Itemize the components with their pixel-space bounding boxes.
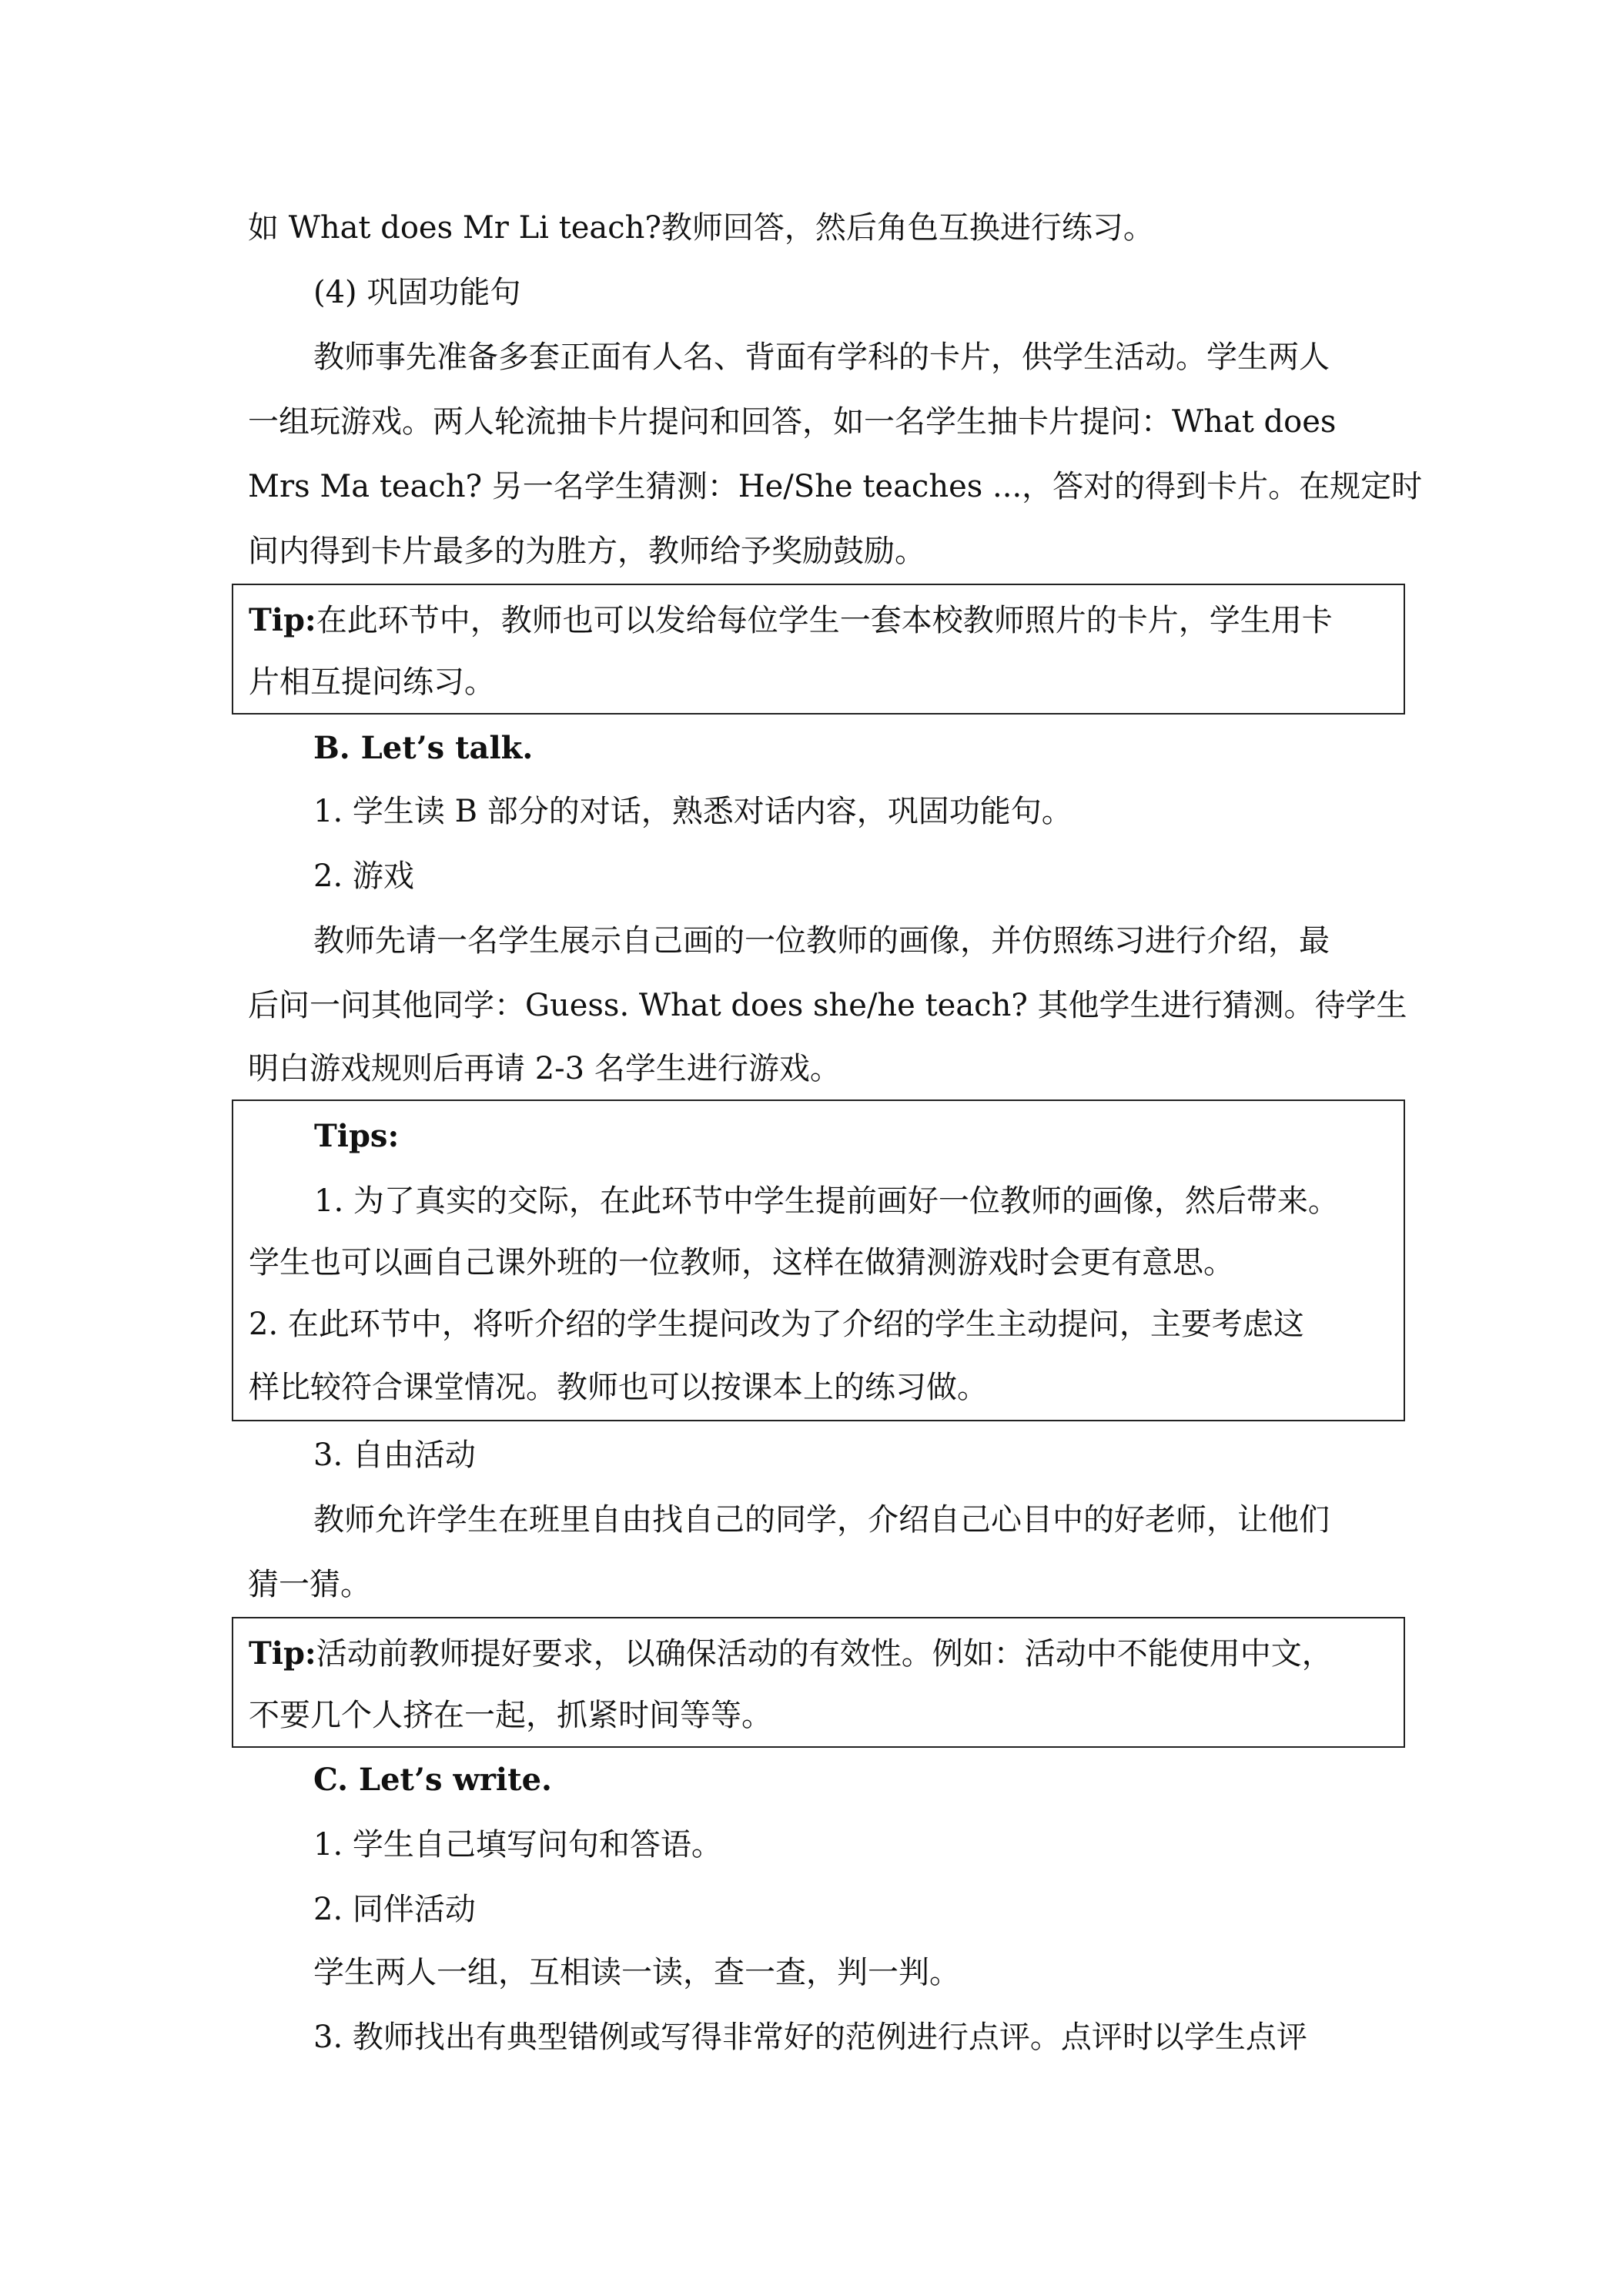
- section-b-para-line: 后问一问其他同学：Guess. What does she/he teach? 其他学生进行猜测。待学生: [248, 988, 1407, 1023]
- section-b-heading: B. Let’s talk.: [313, 730, 534, 766]
- tip-line: [249, 599, 1333, 642]
- intro-line-1: 如 What does Mr Li teach?教师回答，然后角色互换进行练习。: [248, 210, 1154, 246]
- section-b-item-2: 2. 游戏: [313, 858, 414, 894]
- intro-para-line: Mrs Ma teach? 另一名学生猜测：He/She teaches ...，答对的得到卡片。在规定时: [248, 469, 1423, 504]
- tips-label: Tips:: [314, 1118, 400, 1154]
- section-c-heading: C. Let’s write.: [313, 1762, 552, 1798]
- step-4-title: (4) 巩固功能句: [313, 275, 521, 310]
- intro-para-line: 一组玩游戏。两人轮流抽卡片提问和回答，如一名学生抽卡片提问：What does: [248, 404, 1337, 440]
- section-b-para-line: 明白游戏规则后再请 2-3 名学生进行游戏。: [248, 1051, 841, 1086]
- section-b3-para-line: 猜一猜。: [248, 1567, 371, 1602]
- section-b-item-1: 1. 学生读 B 部分的对话，熟悉对话内容，巩固功能句。: [313, 794, 1073, 829]
- tips-line: 学生也可以画自己课外班的一位教师，这样在做猜测游戏时会更有意思。: [249, 1245, 1234, 1280]
- tip-text: 在此环节中，教师也可以发给每位学生一套本校教师照片的卡片，学生用卡: [316, 603, 1333, 638]
- tips-line: 1. 为了真实的交际，在此环节中学生提前画好一位教师的画像，然后带来。: [314, 1183, 1339, 1219]
- section-c-item-2: 2. 同伴活动: [313, 1892, 476, 1927]
- tips-line: 2. 在此环节中，将听介绍的学生提问改为了介绍的学生主动提问，主要考虑这: [249, 1307, 1304, 1342]
- section-c-item-1: 1. 学生自己填写问句和答语。: [313, 1827, 722, 1863]
- tip-line: 不要几个人挤在一起，抓紧时间等等。: [249, 1698, 772, 1733]
- tip-line: 片相互提问练习。: [249, 664, 495, 700]
- tip-line: [249, 1632, 1333, 1675]
- tip-label: Tip:: [249, 602, 316, 638]
- tip-box-1: [232, 584, 1405, 715]
- intro-para-line: 间内得到卡片最多的为胜方，教师给予奖励鼓励。: [248, 534, 925, 569]
- tip-box-3: [232, 1617, 1405, 1748]
- tip-text: 活动前教师提好要求，以确保活动的有效性。例如：活动中不能使用中文，: [316, 1636, 1333, 1672]
- section-b-para-line: 教师先请一名学生展示自己画的一位教师的画像，并仿照练习进行介绍，最: [313, 923, 1330, 959]
- section-b3-para-line: 教师允许学生在班里自由找自己的同学，介绍自己心目中的好老师，让他们: [313, 1502, 1330, 1538]
- tips-line: 样比较符合课堂情况。教师也可以按课本上的练习做。: [249, 1370, 988, 1405]
- section-c-item-2-para: 学生两人一组，互相读一读，查一查，判一判。: [313, 1955, 960, 1990]
- tip-label: Tip:: [249, 1635, 316, 1672]
- intro-para-line: 教师事先准备多套正面有人名、背面有学科的卡片，供学生活动。学生两人: [313, 340, 1330, 375]
- section-b-item-3: 3. 自由活动: [313, 1438, 476, 1473]
- section-c-item-3: 3. 教师找出有典型错例或写得非常好的范例进行点评。点评时以学生点评: [313, 2020, 1307, 2055]
- tips-box-2: [232, 1099, 1405, 1421]
